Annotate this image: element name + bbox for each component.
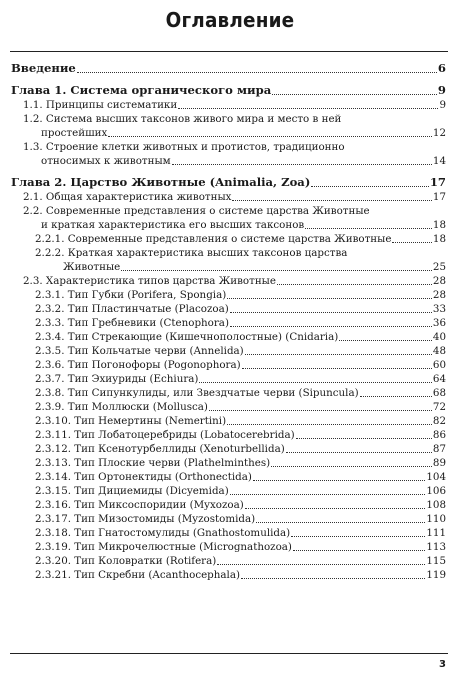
leader-dots (253, 480, 425, 481)
toc-page-number: 48 (432, 345, 446, 357)
toc-entry-title: 2.3.17. Тип Мизостомиды (Myzostomida) (35, 513, 256, 525)
toc-page-number: 9 (439, 99, 446, 111)
toc-page-number: 106 (426, 485, 446, 497)
toc-entry-title: 2.3.4. Тип Стрекающие (Кишечнополостные) (Cnidaria) (35, 331, 339, 343)
toc-entry-2-3-8[interactable] (11, 386, 446, 400)
toc-chapter-1[interactable] (11, 82, 446, 98)
leader-dots (121, 270, 432, 271)
leader-dots (77, 72, 437, 73)
toc-entry-title: 1.3. Строение клетки животных и протистов, традиционно (23, 141, 345, 153)
toc-page-number: 36 (432, 317, 446, 329)
toc-entry-1-2[interactable] (11, 112, 446, 140)
toc-entry-2-3-10[interactable] (11, 414, 446, 428)
toc-entry-title: 2.3.3. Тип Гребневики (Ctenophora) (35, 317, 229, 329)
toc-entry-title: 2.3.19. Тип Микрочелюстные (Micrognathozoa) (35, 541, 292, 553)
toc-entry-title-cont: относимых к животным (41, 155, 171, 167)
toc-entry-title: 2.2.1. Современные представления о системе царства Животные (35, 233, 392, 245)
toc-entry-title: Глава 2. Царство Животные (Animalia, Zoa) (11, 175, 311, 189)
toc-page-number: 104 (426, 471, 446, 483)
toc-entry-title: 2.3.11. Тип Лобатоцеребриды (Lobatocerebrida) (35, 429, 295, 441)
toc-entry-title: Введение (11, 61, 76, 75)
leader-dots (230, 326, 432, 327)
toc-entry-title: 2.3.5. Тип Кольчатые черви (Annelida) (35, 345, 244, 357)
toc-page-number: 28 (432, 275, 446, 287)
leader-dots (227, 424, 432, 425)
toc-entry-2-3-6[interactable] (11, 358, 446, 372)
toc-entry-title: 2.3.16. Тип Миксоспоридии (Myxozoa) (35, 499, 244, 511)
toc-entry-2-3[interactable] (11, 274, 446, 288)
toc-entry-title-cont: и краткая характеристика его высших таксонов (41, 219, 305, 231)
toc-entry-2-3-17[interactable] (11, 512, 446, 526)
leader-dots (286, 452, 432, 453)
toc-chapter-2[interactable] (11, 174, 446, 190)
toc-entry-2-2-1[interactable] (11, 232, 446, 246)
leader-dots (305, 228, 432, 229)
toc-page-number: 14 (432, 155, 446, 167)
toc-entry-2-3-14[interactable] (11, 470, 446, 484)
leader-dots (108, 136, 432, 137)
leader-dots (172, 164, 432, 165)
toc-entry-title: 2.3.15. Тип Дициемиды (Dicyemida) (35, 485, 229, 497)
toc-page-number: 18 (432, 233, 446, 245)
toc-entry-title: 2.3.8. Тип Сипункулиды, или Звездчатые черви (Sipuncula) (35, 387, 359, 399)
leader-dots (293, 550, 425, 551)
toc-page-number: 17 (429, 175, 446, 189)
leader-dots (272, 94, 437, 95)
toc-chapter-intro[interactable] (11, 60, 446, 76)
toc-entry-title-cont: простейших (41, 127, 108, 139)
toc-entry-1-1[interactable] (11, 98, 446, 112)
leader-dots (232, 200, 431, 201)
leader-dots (360, 396, 432, 397)
toc-entry-2-3-5[interactable] (11, 344, 446, 358)
page-folio-number: 3 (439, 659, 446, 670)
toc-page-number: 60 (432, 359, 446, 371)
toc-page-number: 6 (437, 61, 446, 75)
toc-entry-2-1[interactable] (11, 190, 446, 204)
top-rule (10, 51, 448, 52)
toc-entry-title: 2.3.18. Тип Гнатостомулиды (Gnathostomulida) (35, 527, 291, 539)
toc-page-number: 40 (432, 331, 446, 343)
leader-dots (227, 298, 432, 299)
toc-entry-2-3-3[interactable] (11, 316, 446, 330)
toc-entry-title: 2.1. Общая характеристика животных (23, 191, 232, 203)
toc-page-number: 115 (426, 555, 446, 567)
toc-entry-2-3-12[interactable] (11, 442, 446, 456)
page-title: Оглавление (165, 8, 295, 32)
toc-entry-title: Глава 1. Система органического мира (11, 83, 272, 97)
toc-page-number: 12 (432, 127, 446, 139)
toc-entry-2-3-19[interactable] (11, 540, 446, 554)
toc-page-number: 89 (432, 457, 446, 469)
toc-page-number: 110 (426, 513, 446, 525)
toc-page-number: 72 (432, 401, 446, 413)
leader-dots (209, 410, 432, 411)
toc-entry-title: 2.3. Характеристика типов царства Животные (23, 275, 276, 287)
toc-entry-2-3-1[interactable] (11, 288, 446, 302)
leader-dots (256, 522, 425, 523)
toc-entry-2-3-4[interactable] (11, 330, 446, 344)
toc-entry-2-2-2[interactable] (11, 246, 446, 274)
toc-page-number: 64 (432, 373, 446, 385)
toc-entry-title: 2.2.2. Краткая характеристика высших таксонов царства (35, 247, 348, 259)
toc-entry-2-3-11[interactable] (11, 428, 446, 442)
toc-entry-title: 1.1. Принципы систематики (23, 99, 178, 111)
toc-entry-title-cont: Животные (63, 261, 121, 273)
toc-entry-title: 2.3.6. Тип Погонофоры (Pogonophora) (35, 359, 241, 371)
toc-entry-title: 2.3.13. Тип Плоские черви (Plathelminthes) (35, 457, 271, 469)
toc-entry-title: 2.2. Современные представления о системе царства Животные (23, 205, 370, 217)
toc-page-number: 68 (432, 387, 446, 399)
toc-page-number: 18 (432, 219, 446, 231)
toc-page-number: 28 (432, 289, 446, 301)
leader-dots (178, 108, 438, 109)
leader-dots (245, 508, 426, 509)
toc-entry-1-3[interactable] (11, 140, 446, 168)
toc-entry-2-3-13[interactable] (11, 456, 446, 470)
leader-dots (296, 438, 432, 439)
leader-dots (245, 354, 432, 355)
toc-entry-title: 2.3.7. Тип Эхиуриды (Echiura) (35, 373, 199, 385)
leader-dots (271, 466, 432, 467)
toc-entry-title: 2.3.2. Тип Пластинчатые (Placozoa) (35, 303, 229, 315)
toc-entry-title: 2.3.12. Тип Ксенотурбеллиды (Xenoturbellida) (35, 443, 285, 455)
leader-dots (277, 284, 432, 285)
leader-dots (339, 340, 432, 341)
toc-entry-2-2[interactable] (11, 204, 446, 232)
leader-dots (217, 564, 425, 565)
leader-dots (230, 312, 432, 313)
leader-dots (311, 186, 429, 187)
toc-entry-title: 2.3.21. Тип Скребни (Acanthocephala) (35, 569, 240, 581)
toc-page-number: 82 (432, 415, 446, 427)
toc-entry-2-3-15[interactable] (11, 484, 446, 498)
toc-entry-title: 2.3.9. Тип Моллюски (Mollusca) (35, 401, 208, 413)
toc-entry-2-3-7[interactable] (11, 372, 446, 386)
toc-page-number: 25 (432, 261, 446, 273)
leader-dots (242, 368, 432, 369)
toc-entry-title: 1.2. Система высших таксонов живого мира и место в ней (23, 113, 342, 125)
toc-entry-title: 2.3.10. Тип Немертины (Nemertini) (35, 415, 227, 427)
leader-dots (199, 382, 431, 383)
toc-entry-2-3-20[interactable] (11, 554, 446, 568)
toc-entry-2-3-2[interactable] (11, 302, 446, 316)
bottom-rule (10, 653, 448, 654)
toc-entry-2-3-16[interactable] (11, 498, 446, 512)
leader-dots (230, 494, 426, 495)
toc-page-number: 108 (426, 499, 446, 511)
toc-entry-title: 2.3.14. Тип Ортонектиды (Orthonectida) (35, 471, 252, 483)
toc-page-number: 17 (432, 191, 446, 203)
leader-dots (291, 536, 425, 537)
toc-page-number: 86 (432, 429, 446, 441)
toc-entry-title: 2.3.1. Тип Губки (Porifera, Spongia) (35, 289, 227, 301)
toc-entry-2-3-9[interactable] (11, 400, 446, 414)
toc-page-number: 9 (437, 83, 446, 97)
toc-entry-2-3-21[interactable] (11, 568, 446, 582)
toc-page-number: 119 (426, 569, 446, 581)
table-of-contents (11, 57, 446, 582)
toc-page-number: 33 (432, 303, 446, 315)
toc-entry-2-3-18[interactable] (11, 526, 446, 540)
leader-dots (241, 578, 425, 579)
toc-page-number: 87 (432, 443, 446, 455)
toc-entry-title: 2.3.20. Тип Коловратки (Rotifera) (35, 555, 217, 567)
leader-dots (392, 242, 431, 243)
toc-page-number: 113 (426, 541, 446, 553)
toc-page-number: 111 (426, 527, 446, 539)
